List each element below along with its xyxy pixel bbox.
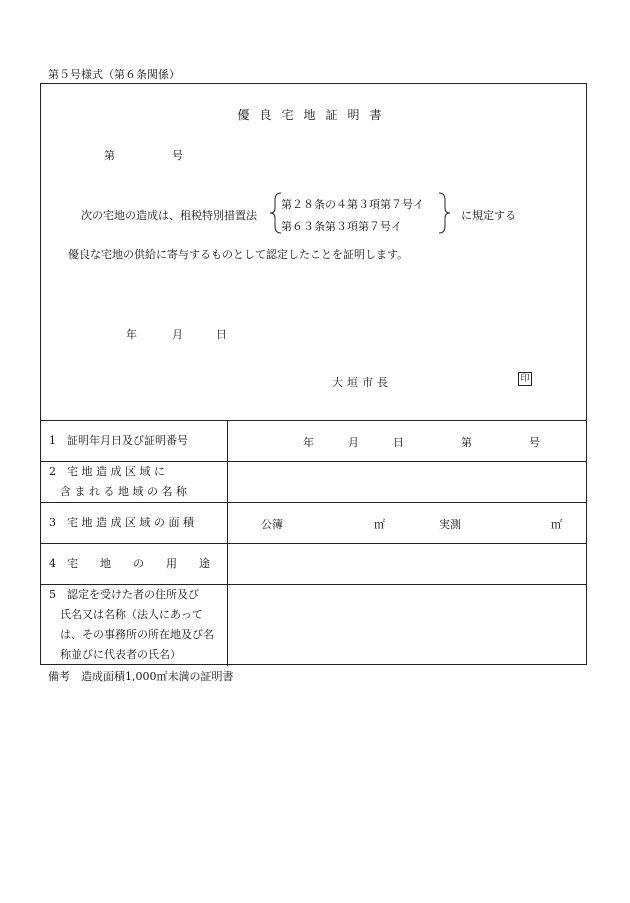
- form-number-label: 第５号様式（第６条関係）: [48, 68, 180, 81]
- row-label: 4 宅 地 の 用 途: [41, 544, 228, 585]
- date-number-cell[interactable]: [228, 421, 587, 462]
- cert-day: 日: [393, 436, 404, 449]
- details-table: [41, 420, 586, 666]
- right-brace-icon: [437, 192, 451, 234]
- area-name-cell[interactable]: [228, 462, 587, 503]
- area-size-cell[interactable]: [228, 503, 587, 544]
- table-row: [41, 421, 586, 462]
- row-label: 2 宅 地 造 成 区 域 に 含 ま れ る 地 域 の 名 称: [41, 462, 228, 503]
- measured-area-label: 実測: [439, 518, 461, 531]
- remarks-note: 備考 造成面積1,000㎡未満の証明書: [48, 670, 234, 683]
- table-row: [41, 585, 586, 666]
- issuer-mayor: 大垣市長: [332, 376, 392, 389]
- certification-text: 優良な宅地の供給に寄与するものとして認定したことを証明します。: [68, 248, 409, 261]
- law-reference-2: 第６３条第３項第７号イ: [281, 220, 402, 233]
- number-suffix: 号: [172, 149, 183, 162]
- measured-area-unit: ㎡: [551, 518, 562, 531]
- registered-area-unit: ㎡: [374, 518, 385, 531]
- table-row: [41, 503, 586, 544]
- cert-number-suffix: 号: [529, 436, 540, 449]
- row-label: 5 認定を受けた者の住所及び 氏名又は名称（法人にあって は、その事務所の所在地及び名 称並びに代表者の氏名）: [41, 585, 228, 666]
- certificate-frame: [40, 83, 587, 665]
- table-row: [41, 462, 586, 503]
- number-prefix: 第: [104, 149, 115, 162]
- document-title: 優良宅地証明書: [237, 108, 392, 122]
- land-use-cell[interactable]: [228, 544, 587, 585]
- intro-suffix: に規定する: [461, 209, 516, 222]
- date-year: 年: [126, 328, 137, 341]
- row-label: 3 宅 地 造 成 区 域 の 面 積: [41, 503, 228, 544]
- registered-area-label: 公簿: [261, 518, 283, 531]
- seal-mark: 印: [518, 372, 532, 386]
- cert-year: 年: [303, 436, 314, 449]
- applicant-cell[interactable]: [228, 585, 587, 666]
- law-reference-1: 第２８条の４第３項第７号イ: [281, 198, 424, 211]
- row-label: 1 証明年月日及び証明番号: [41, 421, 228, 462]
- date-month: 月: [172, 328, 183, 341]
- date-day: 日: [216, 328, 227, 341]
- intro-text: 次の宅地の造成は、租税特別措置法: [81, 209, 257, 222]
- cert-month: 月: [348, 436, 359, 449]
- table-row: [41, 544, 586, 585]
- cert-number-prefix: 第: [461, 436, 472, 449]
